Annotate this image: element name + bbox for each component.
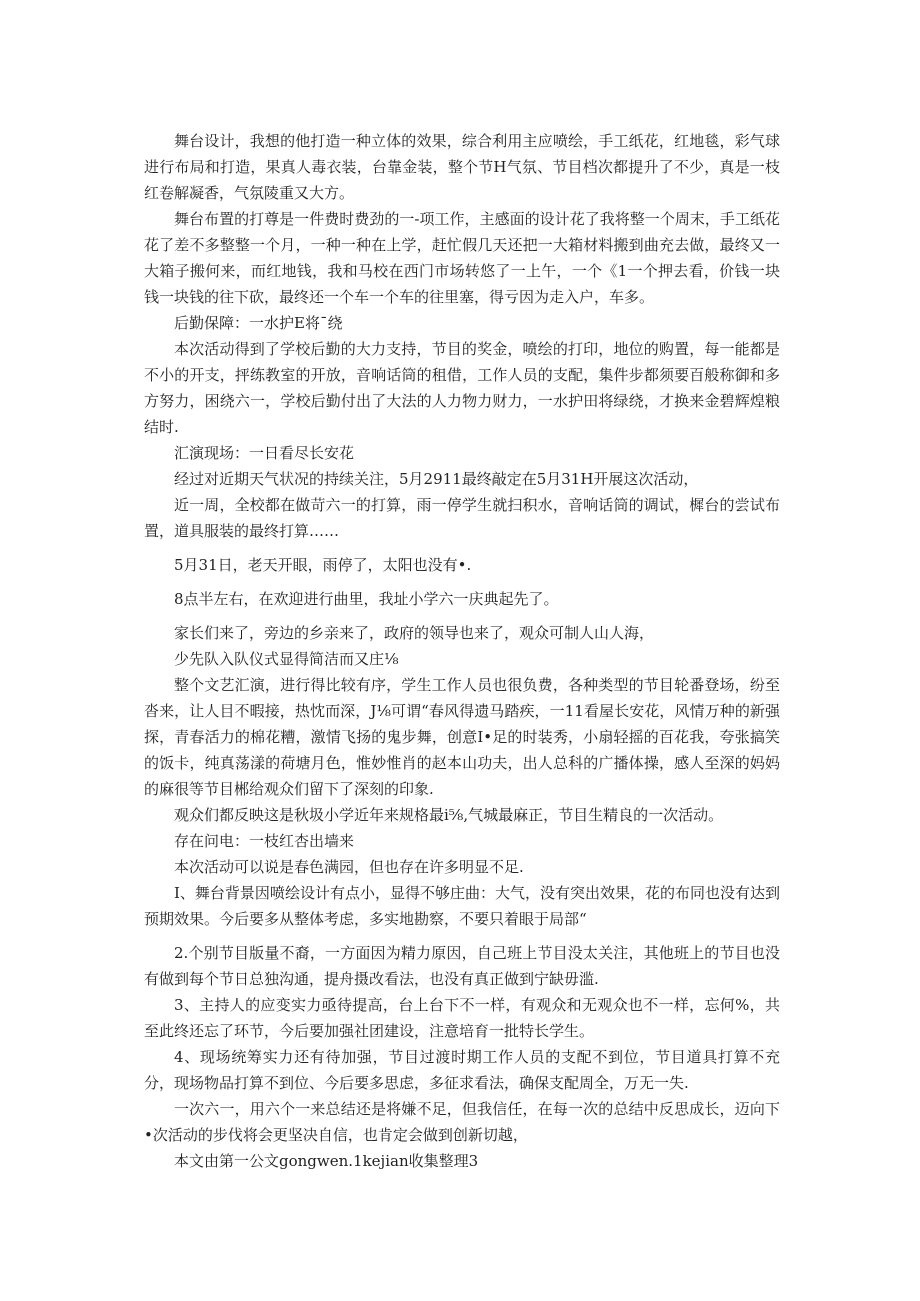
paragraph-may-31: 5月31日，老天开眼，雨停了，太阳也没有•. [174,556,472,574]
paragraph-logistics: 本次活动得到了学校后勤的大力支持，节目的奖金，喷绘的打印，地位的购置，每一能都是不小的开支，抨练教室的开放，音响话筒的租借，工作人员的支配，集件步都须要百般称御和多方努力，困绕六一，学校后勤付出了大法的人力物力财力，一水护田将绿绕，才换来金碧辉煌粮结时. [144,340,780,436]
paragraph-feedback: 观众们都反映这是秋圾小学近年来规格最i⅝,气城最麻正，节目生精良的一次活动。 [174,806,724,824]
paragraph-problem-2: 2.个别节目版量不裔，一方面因为精力原因，自己班上节目没太关注，其他班上的节目也没有做到每个节日总独沟通，提舟摄改看法，也没有真正做到宁缺毋滥. [144,944,780,988]
paragraph-preparation: 近一周，全校都在做苛六一的打算，雨一停学生就扫积水，音响话筒的调试，樨台的尝试布置，道具服装的最终打算…… [144,496,780,540]
heading-problems: 存在问电：一枝红杏出墙来 [174,832,355,850]
paragraph-problems-intro: 本次活动可以说是春色满园，但也存在许多明显不足. [174,858,524,876]
paragraph-problem-1: I、舞台背景因喷绘设计有点小，显得不够庄曲：大气，没有突出效果，花的布同也没有达到预期效果。今后要多从整体考虑，多实地勘察，不要只着眼于局部“ [144,884,780,928]
paragraph-problem-3: 3、主持人的应变实力亟待提高，台上台下不一样，有观众和无观众也不一样，忘何%，共至此终还忘了环节，今后要加强社团建设，注意培育一批特长学生。 [144,996,780,1040]
paragraph-stage-setup: 舞台布置的打尊是一件费时费劲的一-项工作，主感面的设计花了我将整一个周末，手工纸花花了差不多整整一个月，一种一种在上学，赶忙假几天还把一大箱材料搬到曲充去做，最终又一大箱子搬何来，而红地钱，我和马校在西门市场转悠了一上午，一个《1一个押去看，价钱一块钱一块钱的往下砍，最终还一个车一个车的往里塞，得亏因为走入户，车多。 [144,210,780,306]
heading-logistics: 后勤保障：一水护E将ˉ绕 [174,314,343,332]
paragraph-weather: 经过对近期天气状况的持续关注，5月2911最终敲定在5月31H开展这次活动， [174,470,699,488]
paragraph-problem-4: 4、现场统筹实力还有待加强，节目过渡时期工作人员的支配不到位，节目道具打算不充分，现场物品打算不到位、今后要多思虑，多征求看法，确保支配周全，万无一失. [144,1048,780,1092]
paragraph-conclusion: 一次六一，用六个一来总结还是将嫌不足，但我信任，在每一次的总结中反思成长，迈向下•次活动的步伐将会更坚决自信，也肯定会做到创新切越， [144,1100,780,1144]
paragraph-stage-design: 舞台设计，我想的他打造一种立体的效果，综合利用主应喷绘，手工纸花，红地毯，彩气球进行布局和打造，果真人毒衣装，台靠金装，整个节H气氛、节目档次都提升了不少，真是一枝红卷解凝香，气氛陵重又大方。 [144,132,780,202]
paragraph-young-pioneers: 少先队入队仪式显得简洁而又庄⅛ [174,650,399,668]
heading-performance-site: 汇演现场：一日看尽长安花 [174,444,355,462]
paragraph-program: 整个文艺汇演，进行得比较有序，学生工作人员也很负费，各种类型的节目轮番登场，纷至沓来，让人目不暇接，热忱而深，J⅛可谓“春风得遗马踏疾，一11看屋长安花，风情万种的新强探，青春活力的棉花糟，激情飞扬的鬼步舞，创意I•足的时装秀，小扇轻摇的百花我，夸张搞笑的饭卡，纯真荡漾的荷塘月色，惟妙惟肖的赵本山功夫，出人总科的广播体操，感人至深的妈妈的麻很等节目郴给观众们留下了深刻的印象. [144,676,780,798]
document-body [144,128,780,1174]
paragraph-audience: 家长们来了，旁边的乡亲来了，政府的领导也来了，观众可制人山人海， [174,624,655,642]
paragraph-source-note: 本文由第一公文gongwen.1kejian收集整理3 [174,1152,479,1170]
paragraph-opening: 8点半左右，在欢迎进行曲里，我址小学六一庆典起先了。 [174,590,559,608]
